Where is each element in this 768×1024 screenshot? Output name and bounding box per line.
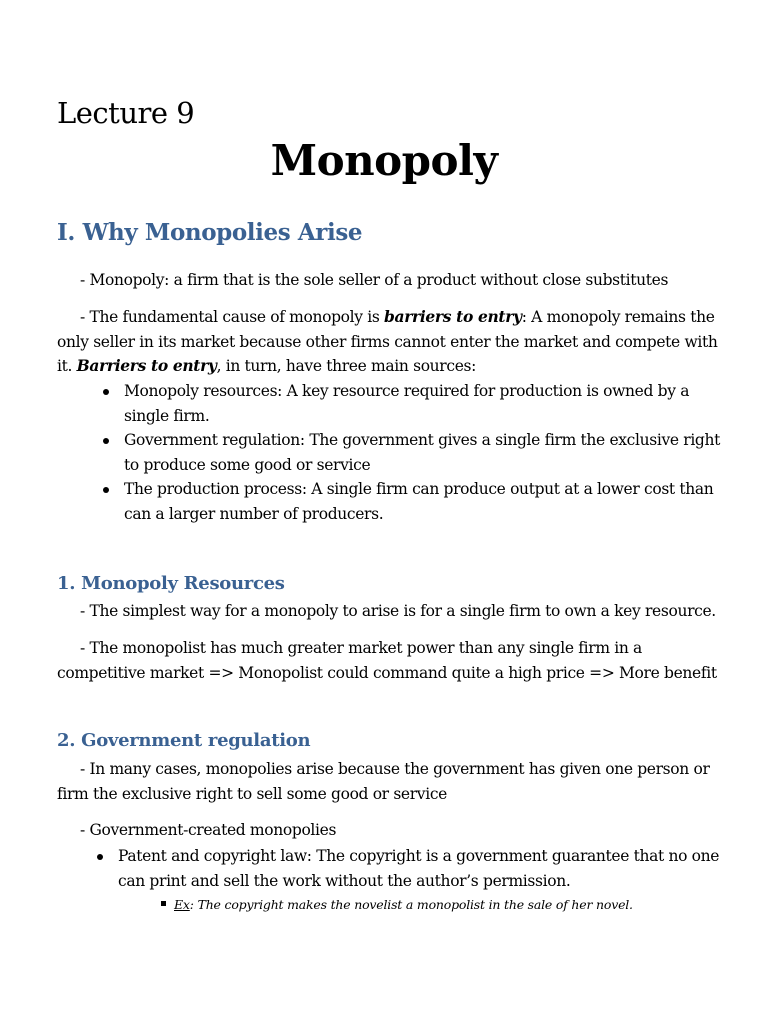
cause-term-barriers-2: Barriers to entry — [76, 356, 217, 375]
list-item: Government regulation: The government gives a single firm the exclusive right to produce some good or service — [100, 428, 725, 477]
paragraph-government-1 — [57, 757, 727, 806]
example-label: Ex — [174, 897, 190, 912]
cause-text-pre: - The fundamental cause of monopoly is — [80, 308, 385, 326]
cause-text-end: , in turn, have three main sources: — [216, 357, 476, 375]
page-title: Monopoly — [270, 136, 498, 185]
list-item: Patent and copyright law: The copyright is a government guarantee that no one can print and sell the work without the author’s permission. — [94, 844, 724, 893]
paragraph-resources-1 — [57, 599, 727, 624]
paragraph-definition — [57, 268, 727, 293]
cause-term-barriers: barriers to entry — [384, 307, 522, 326]
example-text: : The copyright makes the novelist a monopolist in the sale of her novel. — [189, 897, 633, 912]
paragraph-government-2 — [57, 818, 727, 843]
government-text-2: - Government-created monopolies — [80, 821, 337, 839]
section-heading-government-regulation: 2. Government regulation — [57, 730, 311, 751]
list-item: Monopoly resources: A key resource required for production is owned by a single firm. — [100, 379, 725, 428]
resources-text-1: - The simplest way for a monopoly to arise is for a single firm to own a key resource. — [80, 602, 716, 620]
lecture-label: Lecture 9 — [57, 96, 195, 130]
example-note — [161, 895, 633, 915]
list-item: The production process: A single firm can produce output at a lower cost than can a larger number of producers. — [100, 477, 725, 526]
definition-text: - Monopoly: a firm that is the sole seller of a product without close substitutes — [80, 271, 669, 289]
section-heading-why-monopolies-arise: I. Why Monopolies Arise — [57, 219, 363, 246]
government-bullet-list — [94, 844, 724, 893]
section-heading-monopoly-resources: 1. Monopoly Resources — [57, 573, 285, 594]
government-text-1: - In many cases, monopolies arise because the government has given one person or firm the exclusive right to sell some good or service — [57, 760, 710, 803]
sources-bullet-list — [100, 379, 725, 526]
resources-text-2: - The monopolist has much greater market power than any single firm in a competitive market => Monopolist could command quite a high price => More benefit — [57, 639, 717, 682]
paragraph-fundamental-cause — [57, 305, 727, 379]
cause-text-post: : A monopoly remains the only seller in its market because other firms cannot enter the market and compete with it. — [57, 308, 718, 375]
square-bullet-icon — [161, 901, 166, 906]
paragraph-resources-2 — [57, 636, 727, 685]
